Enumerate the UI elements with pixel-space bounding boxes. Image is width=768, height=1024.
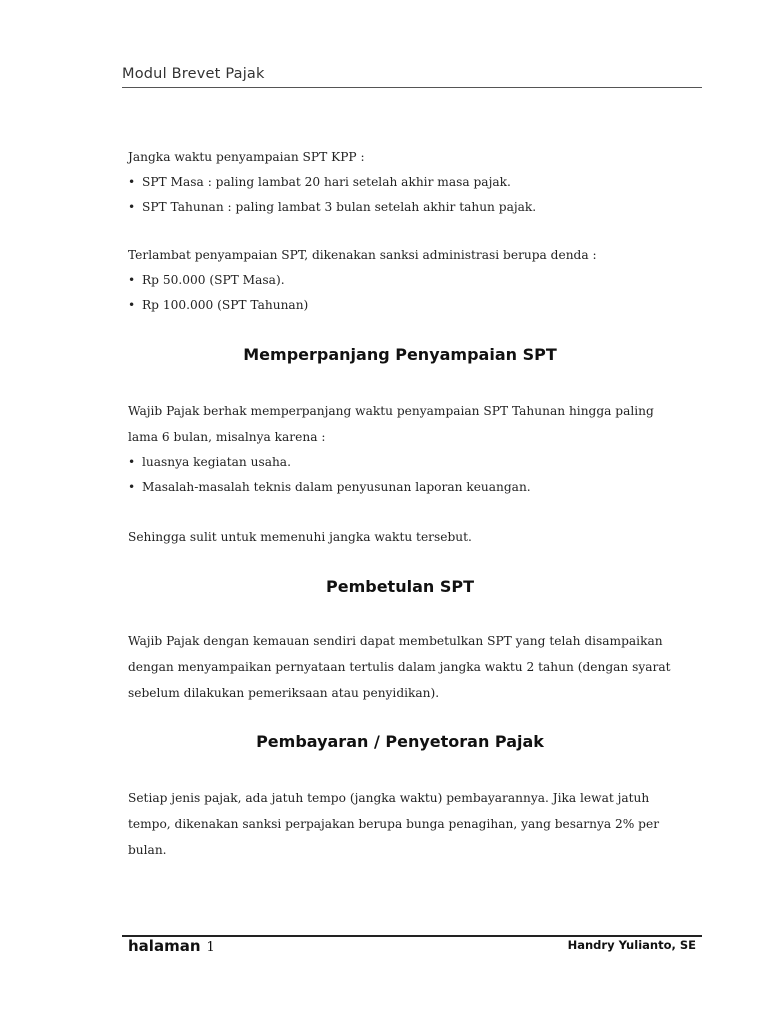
list-item: • SPT Masa : paling lambat 20 hari setelah akhir masa pajak. [128,170,688,195]
bullet-icon: • [128,480,136,494]
bullet-icon: • [128,298,136,312]
paragraph-line: bulan. [128,843,167,857]
section-penalty [128,242,688,318]
paragraph: Jangka waktu penyampaian SPT KPP : [128,150,365,164]
bullet-icon: • [128,200,136,214]
section-deadline [128,144,688,220]
paragraph-line: dengan menyampaikan pernyataan tertulis dalam jangka waktu 2 tahun (dengan syarat [128,660,671,674]
paragraph-line: Setiap jenis pajak, ada jatuh tempo (jangka waktu) pembayarannya. Jika lewat jatuh [128,791,650,805]
page-number: 1 [206,940,215,955]
paragraph-line: Wajib Pajak dengan kemauan sendiri dapat membetulkan SPT yang telah disampaikan [128,634,663,648]
section-heading: Memperpanjang Penyampaian SPT [243,345,557,364]
paragraph-line: lama 6 bulan, misalnya karena : [128,430,326,444]
bullet-icon: • [128,273,136,287]
paragraph: Sehingga sulit untuk memenuhi jangka waktu tersebut. [128,530,472,544]
list-item: • luasnya kegiatan usaha. [128,450,688,475]
list-item: • Rp 100.000 (SPT Tahunan) [128,293,688,318]
section-extension-closing [128,524,688,550]
section-heading: Pembayaran / Penyetoran Pajak [256,732,544,751]
bullet-icon: • [128,175,136,189]
paragraph-line: tempo, dikenakan sanksi perpajakan berupa bunga penagihan, yang besarnya 2% per [128,817,660,831]
section-payment [128,785,688,863]
list-item: • SPT Tahunan : paling lambat 3 bulan setelah akhir tahun pajak. [128,195,688,220]
section-extension [128,398,688,500]
paragraph: Terlambat penyampaian SPT, dikenakan sanksi administrasi berupa denda : [128,248,597,262]
list-item: • Rp 50.000 (SPT Masa). [128,268,688,293]
header-title: Modul Brevet Pajak [122,66,265,82]
section-correction [128,628,688,706]
paragraph-line: sebelum dilakukan pemeriksaan atau penyidikan). [128,686,440,700]
paragraph-line: Wajib Pajak berhak memperpanjang waktu penyampaian SPT Tahunan hingga paling [128,404,654,418]
page-number-label: halaman 1 [128,937,215,955]
page-header [122,66,702,88]
bullet-icon: • [128,455,136,469]
footer-author: Handry Yulianto, SE [567,938,696,952]
list-item: • Masalah-masalah teknis dalam penyusunan laporan keuangan. [128,475,688,500]
section-heading: Pembetulan SPT [326,577,474,596]
